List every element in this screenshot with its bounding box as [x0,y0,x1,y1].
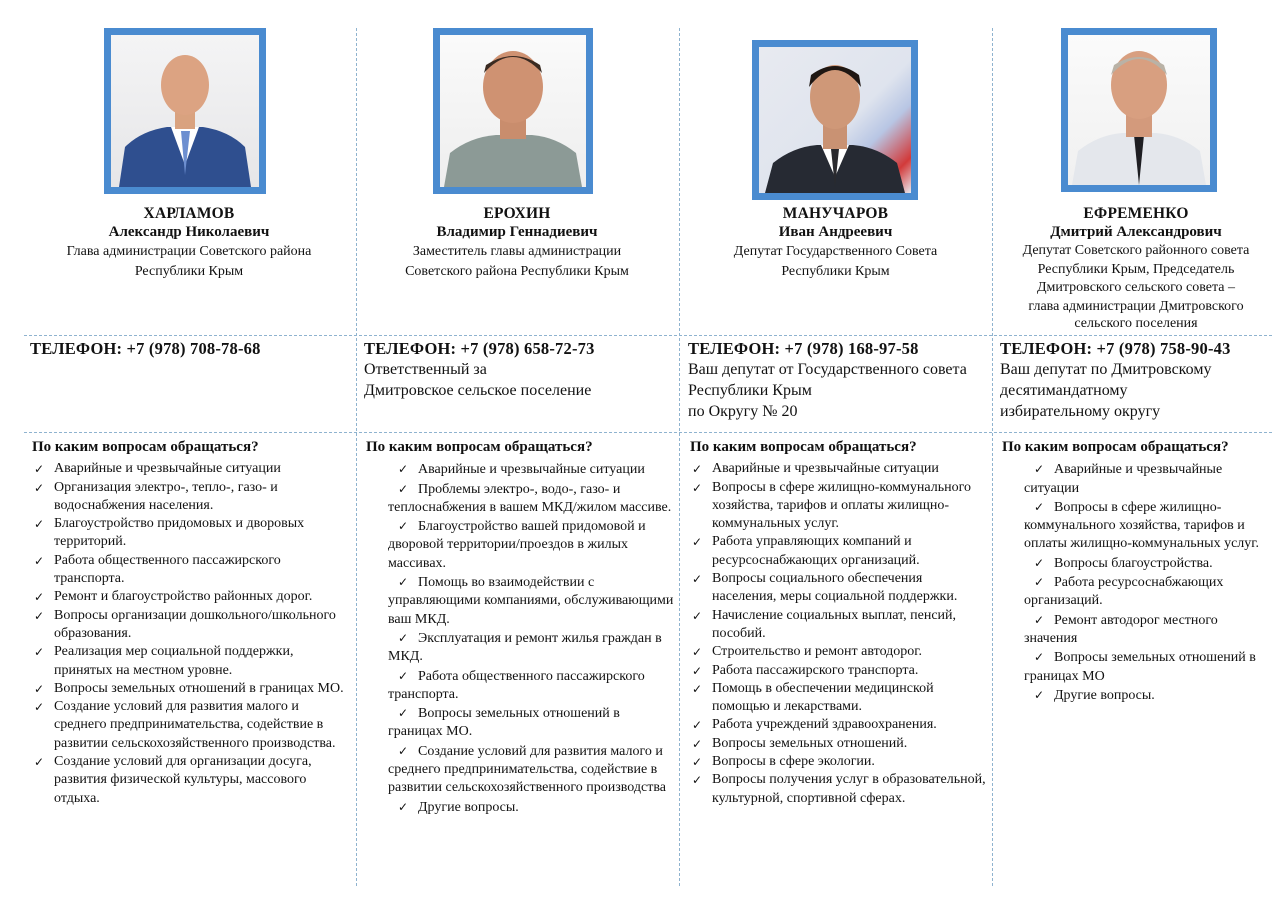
role-line: Дмитровского сельского совета – [1036,280,1236,295]
phone-number: ТЕЛЕФОН: +7 (978) 708-78-68 [30,339,261,358]
checkmark-icon: ✓ [34,755,45,770]
checkmark-icon: ✓ [1033,575,1045,590]
list-item: ✓ Вопросы земельных отношений в границах МО. [32,680,352,698]
list-item: ✓ Вопросы в сфере жилищно-коммунального хозяйства, тарифов и оплаты жилищно-коммунальных услуг. [692,479,971,532]
list-item: ✓ Аварийные и чрезвычайные ситуации [690,460,988,478]
portrait-photo [433,28,593,194]
checkmark-icon: ✓ [397,668,409,683]
topics-title: По каким вопросам обращаться? [690,439,917,455]
checkmark-icon: ✓ [692,535,703,550]
list-item: ✓ Работа общественного пассажирского транспорта. [34,552,281,587]
given-name: Иван Андреевич [778,224,893,240]
checkmark-icon: ✓ [692,608,703,623]
person-silhouette-icon [759,47,911,193]
role-line: сельского поселения [1074,316,1198,331]
row-divider [24,432,1272,433]
list-item: ✓ Эксплуатация и ремонт жилья граждан в МКД. [388,630,662,665]
list-item: ✓ Аварийные и чрезвычайные ситуации [32,460,352,478]
phone-number: ТЕЛЕФОН: +7 (978) 658-72-73 [364,339,595,358]
checkmark-icon: ✓ [692,645,703,660]
checkmark-icon: ✓ [692,681,703,696]
list-item: ✓ Аварийные и чрезвычайные ситуации [388,460,674,479]
given-name: Дмитрий Александрович [1050,224,1222,240]
phone-number: ТЕЛЕФОН: +7 (978) 168-97-58 [688,339,919,358]
portrait-photo [104,28,266,194]
contact-block [688,338,988,422]
checkmark-icon: ✓ [692,572,703,587]
list-item: ✓ Вопросы земельных отношений. [690,735,988,753]
list-item: ✓ Реализация мер социальной поддержки, принятых на местном уровне. [34,644,294,678]
list-item: ✓ Проблемы электро-, водо-, газо- и теплоснабжения в вашем МКД/жилом массиве. [388,481,672,515]
list-item: ✓ Благоустройство вашей придомовой и дворовой территории/проездов в жилых массивах. [388,519,646,571]
list-item: ✓ Начисление социальных выплат, пенсий, пособий. [692,607,957,641]
topics-block [690,438,988,808]
list-item: ✓ Аварийные и чрезвычайные ситуации [1024,462,1223,496]
checkmark-icon: ✓ [397,630,409,645]
checkmark-icon: ✓ [1033,650,1045,665]
checkmark-icon: ✓ [397,706,409,721]
surname: ЕФРЕМЕНКО [1083,205,1189,222]
checkmark-icon: ✓ [692,736,703,751]
checkmark-icon: ✓ [397,575,409,590]
checkmark-icon: ✓ [34,517,45,532]
checkmark-icon: ✓ [34,645,45,660]
contact-block [1000,338,1276,422]
role-line: Глава администрации Советского района [66,244,312,259]
topics-list [1002,460,1274,705]
surname: МАНУЧАРОВ [782,205,889,222]
person-header [358,204,676,281]
list-item: ✓ Помощь во взаимодействии с управляющими компаниями, обслуживающими ваш МКД. [388,575,674,627]
note-line: избирательному округу [1000,403,1161,420]
role-line: Депутат Государственного Совета [733,244,938,259]
list-item: ✓ Работа пассажирского транспорта. [690,662,988,680]
list-item: ✓ Вопросы организации дошкольного/школьного образования. [34,607,336,641]
checkmark-icon: ✓ [34,608,45,623]
note-line: Ваш депутат от Государственного совета [688,361,967,378]
list-item: ✓ Другие вопросы. [388,798,674,817]
checkmark-icon: ✓ [1033,499,1045,514]
note-line: Ваш депутат по Дмитровскому [1000,361,1212,378]
column-divider [679,28,680,886]
role-line: Республики Крым [781,263,890,279]
list-item: ✓ Вопросы социального обеспечения населения, меры социальной поддержки. [692,571,958,605]
note-line: Дмитровское сельское поселение [364,382,592,399]
list-item: ✓ Строительство и ремонт автодорог. [690,643,988,661]
list-item: ✓ Создание условий для организации досуга, развития физической культуры, массового отдыха. [34,754,312,806]
topics-title: По каким вопросам обращаться? [1002,439,1229,455]
list-item: ✓ Ремонт автодорог местного значения [1024,612,1218,646]
checkmark-icon: ✓ [397,481,409,496]
list-item: ✓ Вопросы земельных отношений в границах МО. [388,706,620,740]
list-item: ✓ Ремонт и благоустройство районных дорог. [32,588,352,606]
list-item: ✓ Благоустройство придомовых и дворовых территорий. [34,516,305,550]
topics-list [366,460,674,817]
person-header [994,204,1278,331]
note-line: Ответственный за [364,361,487,378]
list-item: ✓ Помощь в обеспечении медицинской помощью и лекарствами. [692,680,934,715]
list-item: ✓ Вопросы земельных отношений в границах МО [1024,650,1256,684]
portrait-photo [1061,28,1217,192]
note-line: десятимандатному [1000,382,1128,399]
row-divider [24,335,1272,336]
given-name: Александр Николаевич [108,224,270,240]
list-item: ✓ Вопросы в сфере экологии. [690,753,988,771]
checkmark-icon: ✓ [1033,687,1045,702]
column-divider [356,28,357,886]
role-line: глава администрации Дмитровского [1028,298,1244,314]
checkmark-icon: ✓ [397,519,409,534]
checkmark-icon: ✓ [34,480,45,495]
checkmark-icon: ✓ [397,799,409,814]
person-header [681,204,990,281]
note-line: Республики Крым [688,382,812,399]
surname: ЕРОХИН [483,205,551,222]
checkmark-icon: ✓ [692,480,703,495]
list-item: ✓ Работа учреждений здравоохранения. [690,716,988,734]
portrait-photo [752,40,918,200]
list-item: ✓ Работа управляющих компаний и ресурсоснабжающих организаций. [692,534,920,568]
checkmark-icon: ✓ [1033,612,1045,627]
role-line: Советского района Республики Крым [405,263,629,279]
column-divider [992,28,993,886]
role-line: Заместитель главы администрации [412,244,622,259]
list-item: ✓ Создание условий для развития малого и среднего предпринимательства, содействие в развитии сельскохозяйственного производства. [34,699,336,751]
list-item: ✓ Вопросы получения услуг в образовательной, культурной, спортивной сферах. [692,772,986,806]
contact-block [30,338,352,359]
checkmark-icon: ✓ [1033,555,1045,570]
checkmark-icon: ✓ [397,743,409,758]
person-silhouette-icon [111,35,259,187]
list-item: ✓ Создание условий для развития малого и среднего предпринимательства, содействие в развитии сельскохозяйственного производства [388,743,666,796]
checkmark-icon: ✓ [34,553,45,568]
phone-number: ТЕЛЕФОН: +7 (978) 758-90-43 [1000,339,1231,358]
topics-title: По каким вопросам обращаться? [366,439,593,455]
checkmark-icon: ✓ [1033,462,1045,477]
checkmark-icon: ✓ [692,462,703,477]
checkmark-icon: ✓ [692,755,703,770]
contact-block [364,338,676,401]
topics-title: По каким вопросам обращаться? [32,439,259,455]
person-silhouette-icon [1068,35,1210,185]
checkmark-icon: ✓ [397,462,409,477]
topics-block [1002,438,1274,705]
list-item: ✓ Вопросы в сфере жилищно-коммунального хозяйства, тарифов и оплаты жилищно-коммунальных услуг. [1024,499,1259,552]
list-item: ✓ Вопросы благоустройства. [1024,554,1274,573]
given-name: Владимир Геннадиевич [436,224,598,240]
checkmark-icon: ✓ [34,681,45,696]
person-header [24,204,354,281]
role-line: Депутат Советского районного совета [1022,243,1250,258]
list-item: ✓ Работа ресурсоснабжающих организаций. [1024,575,1224,609]
checkmark-icon: ✓ [34,462,45,477]
list-item: ✓ Работа общественного пассажирского транспорта. [388,668,645,702]
topics-block [366,438,674,817]
topics-block [32,438,352,808]
list-item: ✓ Другие вопросы. [1024,686,1274,705]
checkmark-icon: ✓ [34,590,45,605]
note-line: по Округу № 20 [688,403,798,420]
surname: ХАРЛАМОВ [143,205,235,222]
topics-list [32,460,352,808]
role-line: Республики Крым [134,263,244,279]
list-item: ✓ Организация электро-, тепло-, газо- и водоснабжения населения. [34,479,278,513]
checkmark-icon: ✓ [34,700,45,715]
topics-list [690,460,988,808]
person-silhouette-icon [440,35,586,187]
role-line: Республики Крым, Председатель [1037,261,1235,277]
checkmark-icon: ✓ [692,773,703,788]
checkmark-icon: ✓ [692,663,703,678]
checkmark-icon: ✓ [692,718,703,733]
